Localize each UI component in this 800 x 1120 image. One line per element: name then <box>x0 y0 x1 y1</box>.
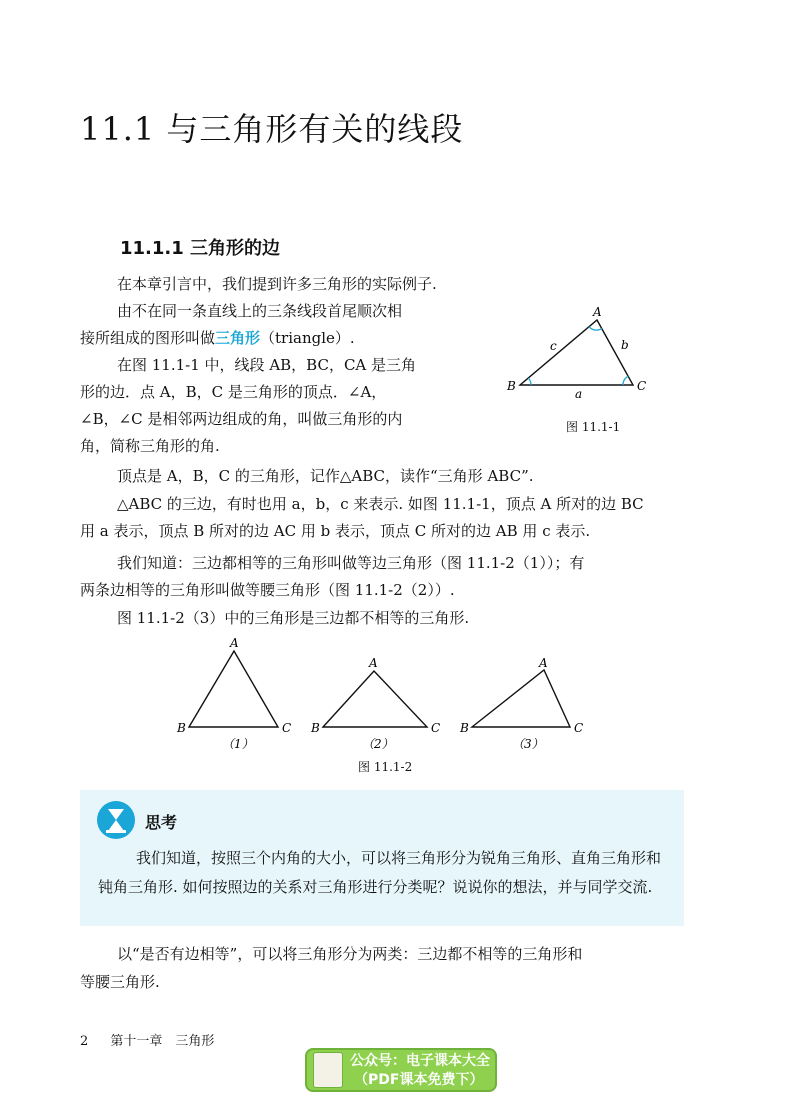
fig2-2-sublabel: （2） <box>362 737 394 751</box>
page-footer <box>80 1030 214 1049</box>
side-label-c: c <box>550 339 557 353</box>
figure-11-1-1-caption: 图 11.1-1 <box>566 420 621 434</box>
watermark-line1: 公众号：电子课本大全 <box>350 1053 490 1069</box>
fig2-2-label-b: B <box>311 721 320 735</box>
watermark-line2: （PDF课本免费下） <box>354 1072 484 1088</box>
vertex-label-b: B <box>507 379 516 393</box>
paragraph-conclusion-line1: 以“是否有边相等”，可以将三角形分为两类：三边都不相等的三角形和 <box>117 945 583 963</box>
fig2-3-label-b: B <box>460 721 469 735</box>
paragraph-definition-line2: 接所组成的图形叫做三角形（triangle）. <box>80 329 355 347</box>
angle-c-arc <box>623 376 628 385</box>
paragraph-equilateral-line2: 两条边相等的三角形叫做等腰三角形（图 11.1-2（2））. <box>80 581 455 599</box>
think-text: 我们知道，按照三个内角的大小，可以将三角形分为锐角三角形、直角三角形和钝角三角形. 如何按照边的关系对三角形进行分类呢？说说你的想法，并与同学交流. <box>98 849 662 896</box>
fig2-3-label-a: A <box>539 656 548 670</box>
paragraph-notation: 顶点是 A，B，C 的三角形，记作△ABC，读作“三角形 ABC”. <box>117 467 534 485</box>
fig2-3-sublabel: （3） <box>512 737 544 751</box>
fig2-1-label-c: C <box>282 721 292 735</box>
paragraph-conclusion-line2: 等腰三角形. <box>80 973 160 991</box>
side-label-b: b <box>621 338 629 352</box>
angle-a-arc <box>589 327 602 330</box>
term-triangle: 三角形 <box>215 329 261 347</box>
vertex-label-c: C <box>637 379 647 393</box>
vertex-label-a: A <box>593 305 602 319</box>
figure-11-1-2-caption: 图 11.1-2 <box>358 760 413 774</box>
paragraph-parts-line3: ∠B，∠C 是相邻两边组成的角，叫做三角形的内 <box>80 410 403 428</box>
triangle-scalene <box>472 670 570 727</box>
angle-b-arc <box>528 378 531 385</box>
paragraph-parts-line2: 形的边．点 A，B，C 是三角形的顶点．∠A， <box>80 383 387 401</box>
fig2-1-label-a: A <box>230 636 239 650</box>
fig2-2-label-c: C <box>431 721 441 735</box>
fig2-1-label-b: B <box>177 721 186 735</box>
fig2-2-label-a: A <box>369 656 378 670</box>
paragraph-sides-line2: 用 a 表示，顶点 B 所对的边 AC 用 b 表示，顶点 C 所对的边 AB 用 c 表示. <box>80 522 591 540</box>
triangle-equilateral <box>189 651 278 727</box>
paragraph-definition-line1: 由不在同一条直线上的三条线段首尾顺次相 <box>117 302 403 320</box>
triangle-abc <box>520 320 633 385</box>
think-icon <box>96 800 136 840</box>
paragraph-parts-line4: 角，简称三角形的角. <box>80 437 220 455</box>
triangle-isosceles <box>323 671 427 727</box>
fig2-3-label-c: C <box>574 721 584 735</box>
book-icon <box>313 1052 343 1088</box>
paragraph-scalene: 图 11.1-2（3）中的三角形是三边都不相等的三角形. <box>117 609 470 627</box>
chapter-label: 第十一章 三角形 <box>110 1034 215 1049</box>
paragraph-parts-line1: 在图 11.1-1 中，线段 AB，BC，CA 是三角 <box>117 356 417 374</box>
section-title: 11.1 与三角形有关的线段 <box>80 110 464 148</box>
subsection-title: 11.1.1 三角形的边 <box>120 238 281 259</box>
paragraph-intro: 在本章引言中，我们提到许多三角形的实际例子. <box>117 275 437 293</box>
think-title: 思考 <box>145 813 178 832</box>
figure-11-1-2 <box>170 636 600 756</box>
page-number: 2 <box>80 1034 89 1049</box>
paragraph-sides-line1: △ABC 的三边，有时也用 a，b，c 来表示. 如图 11.1-1，顶点 A 所对的边 BC <box>117 495 644 513</box>
paragraph-equilateral-line1: 我们知道：三边都相等的三角形叫做等边三角形（图 11.1-2（1））；有 <box>117 554 585 572</box>
side-label-a: a <box>575 387 583 401</box>
fig2-1-sublabel: （1） <box>222 737 254 751</box>
